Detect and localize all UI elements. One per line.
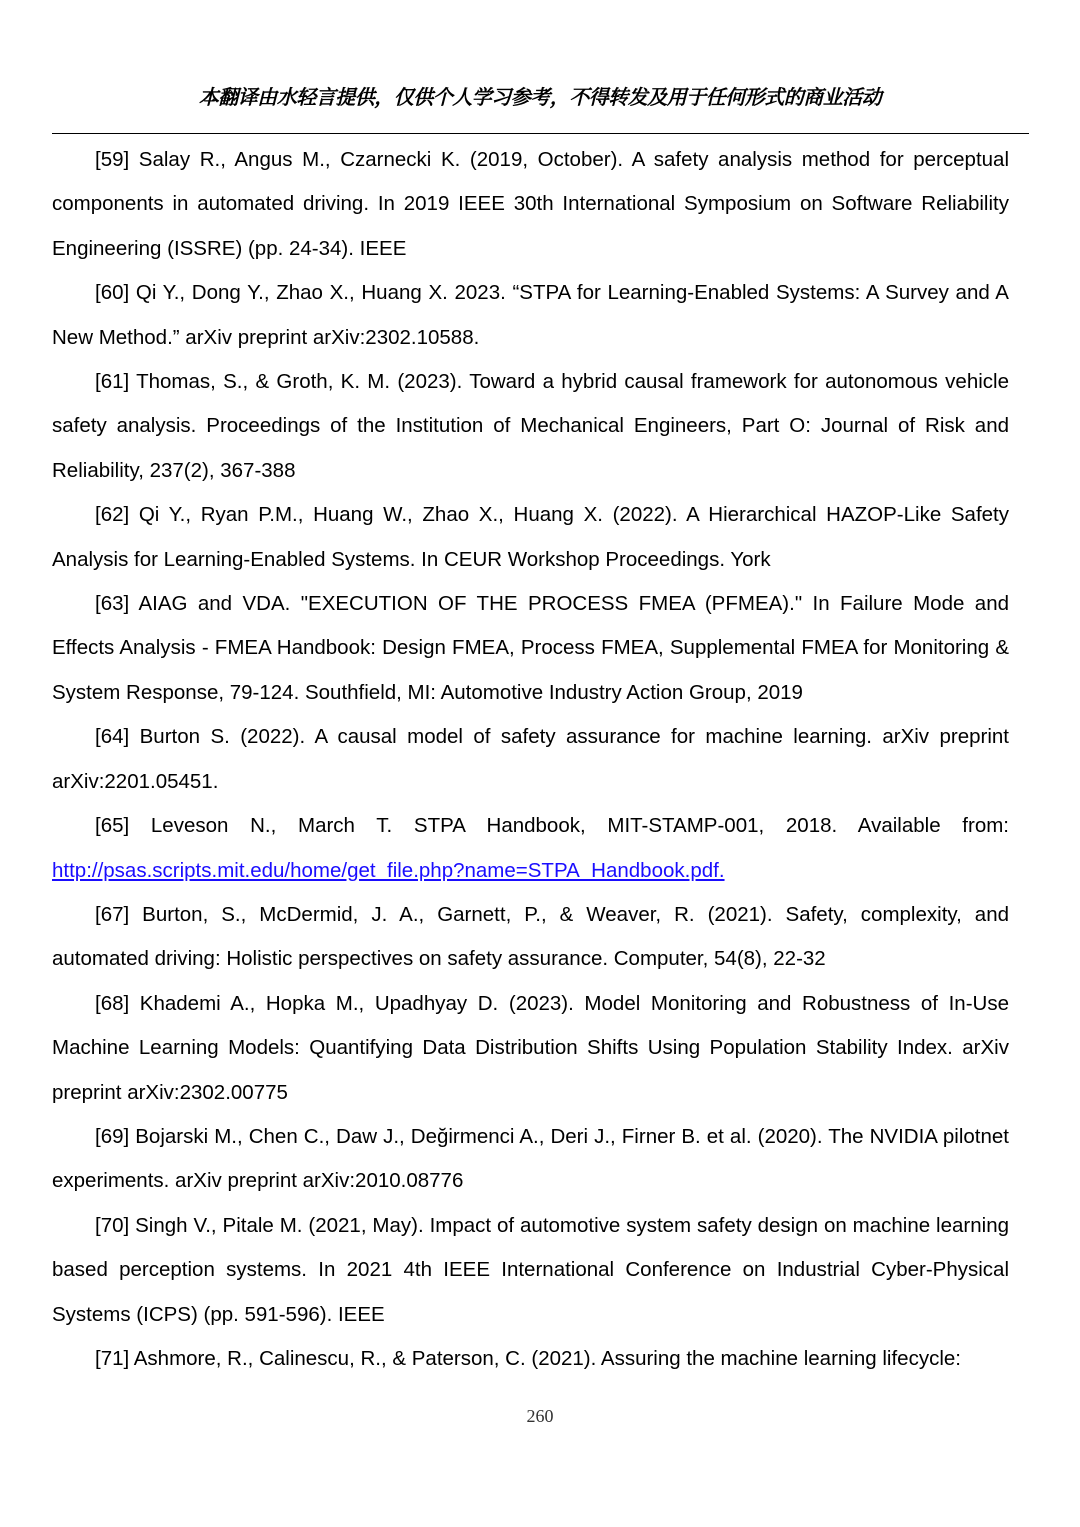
- header-divider: [52, 133, 1029, 134]
- page-header: 本翻译由水轻言提供，仅供个人学习参考，不得转发及用于任何形式的商业活动: [198, 85, 882, 109]
- reference-67: [67] Burton, S., McDermid, J. A., Garnett, P., & Weaver, R. (2021). Safety, complexity, and automated driving: Holistic perspectives on safety assurance. Computer, 54(8), 22-32: [52, 902, 1009, 971]
- reference-71: [71] Ashmore, R., Calinescu, R., & Paterson, C. (2021). Assuring the machine learning lifecycle:: [95, 1346, 961, 1370]
- reference-65-text: [65] Leveson N., March T. STPA Handbook, MIT-STAMP-001, 2018. Available from:: [95, 814, 1009, 838]
- reference-68: [68] Khademi A., Hopka M., Upadhyay D. (2023). Model Monitoring and Robustness of In-Use Machine Learning Models: Quantifying Data Distribution Shifts Using Population Stability Index. arXiv preprint arXiv:2302.00775: [52, 991, 1009, 1104]
- page-number: 260: [526, 1406, 554, 1426]
- reference-70: [70] Singh V., Pitale M. (2021, May). Impact of automotive system safety design on machine learning based perception systems. In 2021 4th IEEE International Conference on Industrial Cyber-Physical Systems (ICPS) (pp. 591-596). IEEE: [52, 1213, 1009, 1326]
- stpa-handbook-link[interactable]: http://psas.scripts.mit.edu/home/get_file.php?name=STPA_Handbook.pdf.: [52, 858, 725, 882]
- reference-63: [63] AIAG and VDA. "EXECUTION OF THE PROCESS FMEA (PFMEA)." In Failure Mode and Effects Analysis - FMEA Handbook: Design FMEA, Process FMEA, Supplemental FMEA for Monitoring & System Response, 79-124. Southfield, MI: Automotive Industry Action Group, 2019: [52, 592, 1009, 704]
- reference-59: [59] Salay R., Angus M., Czarnecki K. (2019, October). A safety analysis method for perceptual components in automated driving. In 2019 IEEE 30th International Symposium on Software Reliability Engineering (ISSRE) (pp. 24-34). IEEE: [52, 148, 1009, 260]
- reference-64: [64] Burton S. (2022). A causal model of safety assurance for machine learning. arXiv preprint arXiv:2201.05451.: [52, 725, 1009, 793]
- reference-60: [60] Qi Y., Dong Y., Zhao X., Huang X. 2023. “STPA for Learning-Enabled Systems: A Survey and A New Method.” arXiv preprint arXiv:2302.10588.: [52, 281, 1009, 349]
- reference-61: [61] Thomas, S., & Groth, K. M. (2023). Toward a hybrid causal framework for autonomous vehicle safety analysis. Proceedings of the Institution of Mechanical Engineers, Part O: Journal of Risk and Reliability, 237(2), 367-388: [52, 370, 1009, 482]
- reference-list: [52, 138, 1009, 1381]
- reference-69: [69] Bojarski M., Chen C., Daw J., Değirmenci A., Deri J., Firner B. et al. (2020). The NVIDIA pilotnet experiments. arXiv preprint arXiv:2010.08776: [52, 1124, 1009, 1193]
- reference-62: [62] Qi Y., Ryan P.M., Huang W., Zhao X., Huang X. (2022). A Hierarchical HAZOP-Like Safety Analysis for Learning-Enabled Systems. In CEUR Workshop Proceedings. York: [52, 503, 1009, 571]
- reference-65: [52, 804, 1009, 893]
